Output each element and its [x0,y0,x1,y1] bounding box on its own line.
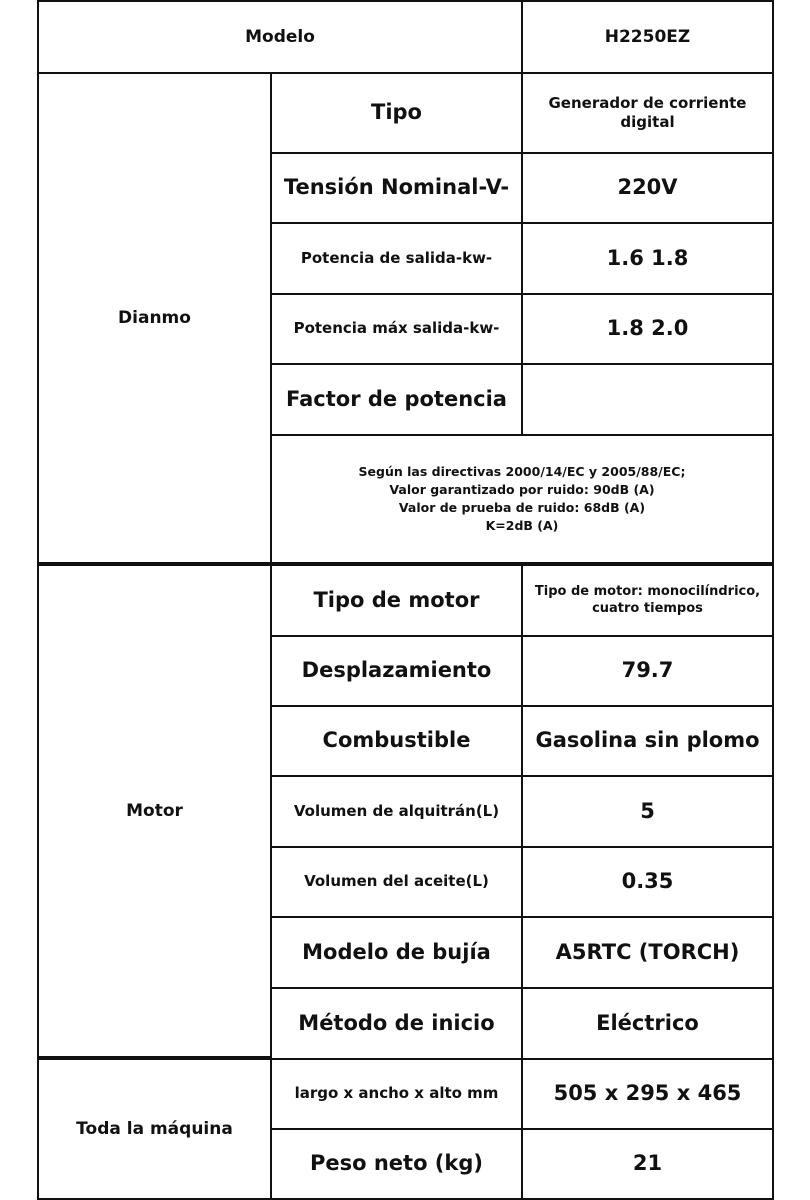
group-motor: Motor [37,564,272,1058]
row-value-factor [521,363,774,436]
row-label-volumen-aceite: Volumen del aceite(L) [270,846,523,918]
noise-note-line: Según las directivas 2000/14/EC y 2005/88/EC; [358,463,686,479]
row-label-peso-neto: Peso neto (kg) [270,1128,523,1200]
row-value-volumen-alquitran: 5 [521,775,774,848]
group-machine: Toda la máquina [37,1058,272,1200]
row-value-metodo-inicio: Eléctrico [521,987,774,1060]
row-label-desplazamiento: Desplazamiento [270,635,523,707]
row-value-combustible: Gasolina sin plomo [521,705,774,777]
noise-note-line: K=2dB (A) [485,518,559,534]
group-dianmo: Dianmo [37,72,272,564]
row-value-dimensiones: 505 x 295 x 465 [521,1058,774,1130]
header-label-cell: Modelo [37,0,523,74]
row-label-tipo-motor: Tipo de motor [270,564,523,637]
row-value-desplazamiento: 79.7 [521,635,774,707]
row-value-tension: 220V [521,152,774,224]
row-label-potencia-salida: Potencia de salida-kw- [270,222,523,295]
row-label-tipo: Tipo [270,72,523,154]
row-value-tipo: Generador de corriente digital [521,72,774,154]
row-value-peso-neto: 21 [521,1128,774,1200]
row-label-combustible: Combustible [270,705,523,777]
row-label-volumen-alquitran: Volumen de alquitrán(L) [270,775,523,848]
row-label-dimensiones: largo x ancho x alto mm [270,1058,523,1130]
row-label-potencia-max: Potencia máx salida-kw- [270,293,523,365]
header-model-cell: H2250EZ [521,0,774,74]
row-label-metodo-inicio: Método de inicio [270,987,523,1060]
noise-note-line: Valor de prueba de ruido: 68dB (A) [398,500,646,515]
row-value-bujia: A5RTC (TORCH) [521,916,774,989]
row-value-potencia-salida: 1.6 1.8 [521,222,774,295]
row-label-factor: Factor de potencia [270,363,523,436]
row-value-potencia-max: 1.8 2.0 [521,293,774,365]
row-label-bujia: Modelo de bujía [270,916,523,989]
row-label-tension: Tensión Nominal-V- [270,152,523,224]
noise-note [270,434,774,564]
row-value-tipo-motor: Tipo de motor: monocilíndrico, cuatro tiempos [521,564,774,637]
row-value-volumen-aceite: 0.35 [521,846,774,918]
noise-note-line: Valor garantizado por ruido: 90dB (A) [389,481,655,497]
